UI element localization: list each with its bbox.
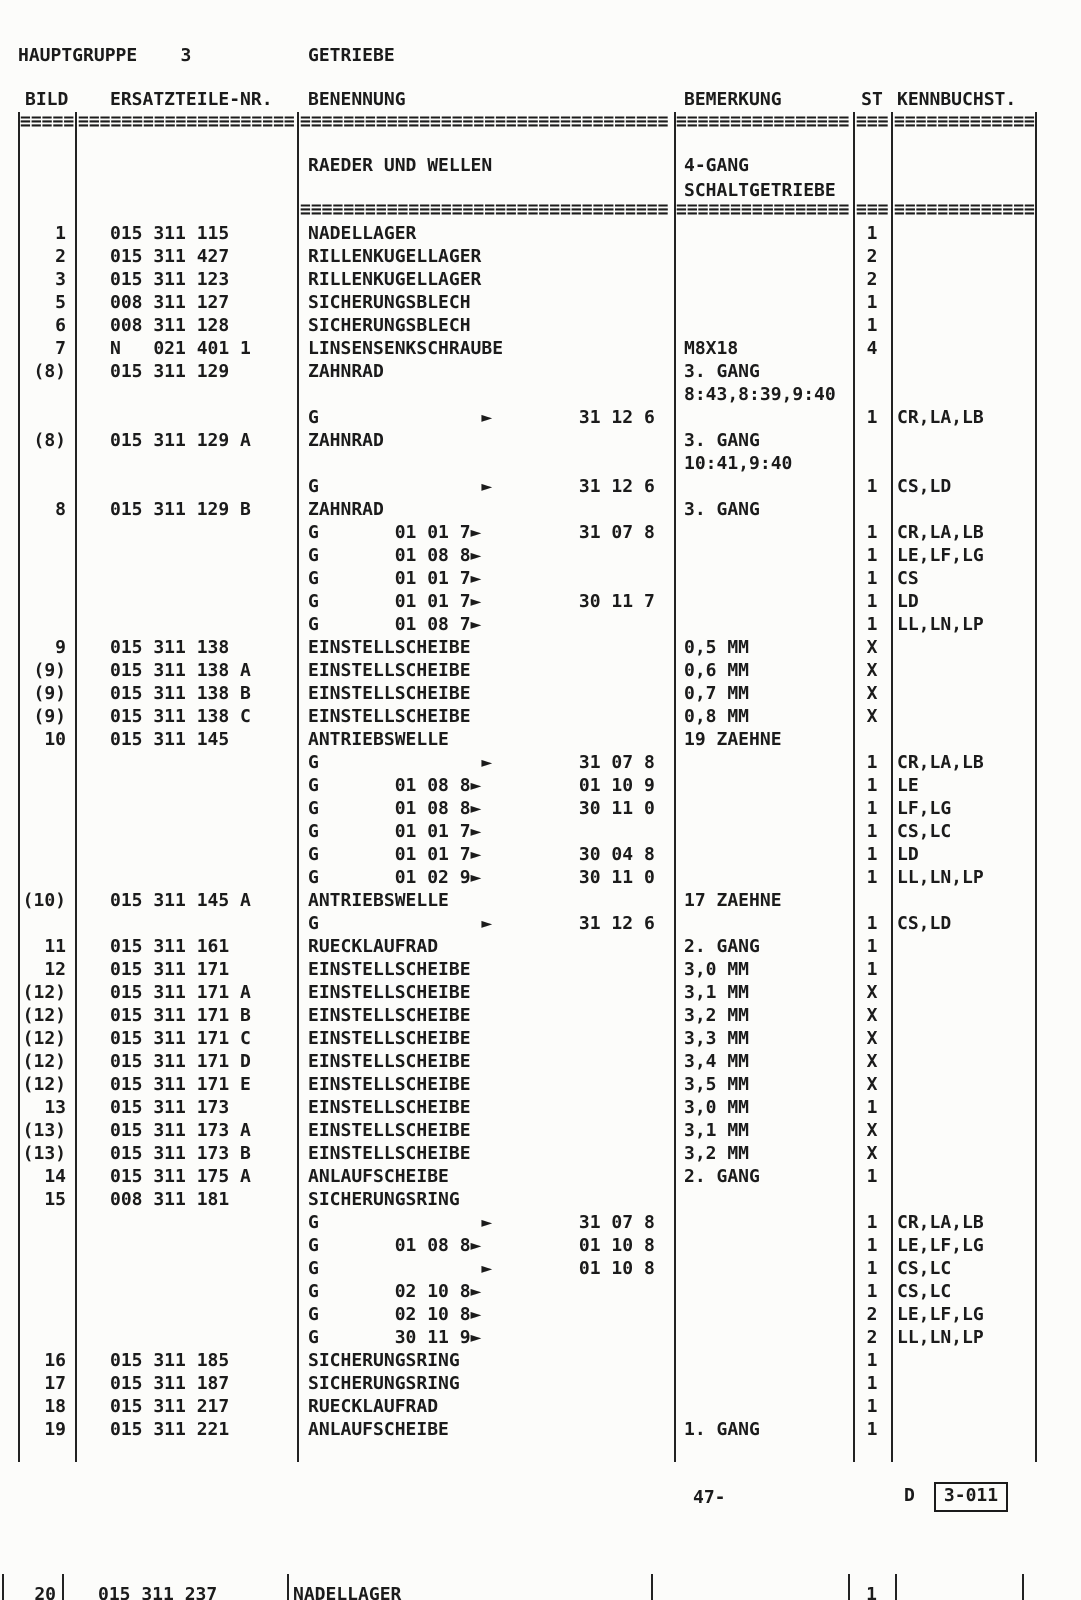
row-st: 1 bbox=[866, 798, 878, 819]
row-bemerkung: 0,8 MM bbox=[684, 706, 750, 727]
row-nr: 015 311 175 A bbox=[110, 1166, 251, 1187]
row-benennung: EINSTELLSCHEIBE bbox=[308, 1097, 471, 1118]
separator-segment: ============= bbox=[894, 197, 1035, 218]
row-st: 1 bbox=[866, 913, 878, 934]
next-row-right-border bbox=[1022, 1574, 1024, 1600]
row-nr: 008 311 181 bbox=[110, 1189, 230, 1210]
row-bild: 11 bbox=[44, 936, 66, 957]
row-st: X bbox=[866, 706, 878, 727]
row-benennung: G 01 01 7► bbox=[308, 821, 482, 842]
row-benennung: EINSTELLSCHEIBE bbox=[308, 959, 471, 980]
column-header-kennbuchst: KENNBUCHST. bbox=[897, 89, 1017, 110]
row-benennung: ZAHNRAD bbox=[308, 361, 384, 382]
column-header-ersatzteile-nr: ERSATZTEILE-NR. bbox=[110, 89, 273, 110]
row-benennung: ANTRIEBSWELLE bbox=[308, 729, 449, 750]
row-benennung: EINSTELLSCHEIBE bbox=[308, 637, 471, 658]
row-st: X bbox=[866, 660, 878, 681]
row-kennbuchst: LE,LF,LG bbox=[897, 545, 984, 566]
separator-segment: ============= bbox=[894, 109, 1035, 130]
row-benennung: G ► 31 07 8 bbox=[308, 752, 655, 773]
row-benennung: G 01 08 7► bbox=[308, 614, 482, 635]
row-bild: (12) bbox=[22, 1005, 66, 1026]
row-benennung: RUECKLAUFRAD bbox=[308, 936, 439, 957]
row-benennung: ANLAUFSCHEIBE bbox=[308, 1419, 449, 1440]
row-st: 2 bbox=[866, 269, 878, 290]
row-bemerkung: 3,1 MM bbox=[684, 1120, 750, 1141]
row-benennung: G ► 31 07 8 bbox=[308, 1212, 655, 1233]
row-st: X bbox=[866, 982, 878, 1003]
row-bemerkung: 3,0 MM bbox=[684, 959, 750, 980]
row-kennbuchst: LL,LN,LP bbox=[897, 1327, 984, 1348]
row-benennung: SICHERUNGSBLECH bbox=[308, 292, 471, 313]
row-kennbuchst: LE,LF,LG bbox=[897, 1235, 984, 1256]
separator-segment: ================ bbox=[676, 109, 850, 130]
row-benennung: NADELLAGER bbox=[308, 223, 417, 244]
row-bild: 14 bbox=[44, 1166, 66, 1187]
row-bemerkung: 3,4 MM bbox=[684, 1051, 750, 1072]
row-st: X bbox=[866, 683, 878, 704]
separator-segment: === bbox=[856, 197, 889, 218]
row-benennung: EINSTELLSCHEIBE bbox=[308, 1143, 471, 1164]
row-st: 1 bbox=[866, 315, 878, 336]
row-st: 1 bbox=[866, 821, 878, 842]
row-bild: 7 bbox=[55, 338, 66, 359]
column-divider-st bbox=[891, 112, 893, 1462]
row-kennbuchst: CR,LA,LB bbox=[897, 752, 984, 773]
row-benennung: ANTRIEBSWELLE bbox=[308, 890, 449, 911]
row-benennung: G 02 10 8► bbox=[308, 1304, 482, 1325]
column-header-st: ST bbox=[861, 89, 883, 110]
row-nr: 008 311 128 bbox=[110, 315, 230, 336]
row-bild: (12) bbox=[22, 1051, 66, 1072]
row-st: X bbox=[866, 1051, 878, 1072]
row-nr: 015 311 171 E bbox=[110, 1074, 251, 1095]
row-st: 1 bbox=[866, 844, 878, 865]
row-st: 2 bbox=[866, 1327, 878, 1348]
next-row-divider-st bbox=[895, 1574, 897, 1600]
row-st: 1 bbox=[866, 1235, 878, 1256]
row-nr: 015 311 138 C bbox=[110, 706, 251, 727]
row-kennbuchst: CS bbox=[897, 568, 919, 589]
row-nr: 015 311 129 A bbox=[110, 430, 251, 451]
row-bild: 5 bbox=[55, 292, 66, 313]
group-bemerkung-line1: 4-GANG bbox=[684, 155, 750, 176]
row-nr: 015 311 138 bbox=[110, 637, 230, 658]
row-bild: (10) bbox=[22, 890, 66, 911]
row-bemerkung: 2. GANG bbox=[684, 1166, 760, 1187]
row-bild: (13) bbox=[22, 1120, 66, 1141]
row-benennung: RUECKLAUFRAD bbox=[308, 1396, 439, 1417]
row-bemerkung: 0,5 MM bbox=[684, 637, 750, 658]
next-row-left-border bbox=[2, 1574, 4, 1600]
row-st: 1 bbox=[866, 752, 878, 773]
row-kennbuchst: CR,LA,LB bbox=[897, 1212, 984, 1233]
row-nr: 015 311 171 D bbox=[110, 1051, 251, 1072]
row-benennung: EINSTELLSCHEIBE bbox=[308, 706, 471, 727]
row-nr: 015 311 145 bbox=[110, 729, 230, 750]
diagram-code-box bbox=[934, 1482, 1008, 1512]
row-kennbuchst: CS,LD bbox=[897, 913, 952, 934]
row-benennung: G ► 31 12 6 bbox=[308, 913, 655, 934]
row-st: 1 bbox=[866, 1258, 878, 1279]
row-benennung: ZAHNRAD bbox=[308, 499, 384, 520]
row-bild: 9 bbox=[55, 637, 66, 658]
row-nr: 015 311 427 bbox=[110, 246, 230, 267]
row-nr: 015 311 171 bbox=[110, 959, 230, 980]
row-bild: (12) bbox=[22, 982, 66, 1003]
row-bild: 1 bbox=[55, 223, 66, 244]
row-bild: 18 bbox=[44, 1396, 66, 1417]
row-bemerkung: 19 ZAEHNE bbox=[684, 729, 782, 750]
row-st: 1 bbox=[866, 223, 878, 244]
row-bemerkung: 0,6 MM bbox=[684, 660, 750, 681]
row-benennung: G 01 01 7► 30 11 7 bbox=[308, 591, 655, 612]
row-kennbuchst: LL,LN,LP bbox=[897, 614, 984, 635]
row-st: 1 bbox=[866, 1212, 878, 1233]
row-st: 1 bbox=[866, 867, 878, 888]
row-bild: 10 bbox=[44, 729, 66, 750]
row-bild: (9) bbox=[33, 660, 66, 681]
row-nr: 015 311 171 A bbox=[110, 982, 251, 1003]
page-number: 47- bbox=[693, 1487, 726, 1508]
row-benennung: G 01 08 8► 30 11 0 bbox=[308, 798, 655, 819]
row-benennung: EINSTELLSCHEIBE bbox=[308, 1005, 471, 1026]
row-kennbuchst: CS,LC bbox=[897, 1258, 952, 1279]
row-kennbuchst: CS,LC bbox=[897, 821, 952, 842]
separator-segment: ==================== bbox=[78, 109, 295, 130]
column-divider-nr bbox=[297, 112, 299, 1462]
row-nr: 015 311 173 B bbox=[110, 1143, 251, 1164]
separator-segment: === bbox=[856, 109, 889, 130]
row-kennbuchst: LE bbox=[897, 775, 919, 796]
row-bild: (12) bbox=[22, 1074, 66, 1095]
row-benennung: SICHERUNGSBLECH bbox=[308, 315, 471, 336]
row-benennung: EINSTELLSCHEIBE bbox=[308, 1028, 471, 1049]
row-kennbuchst: LD bbox=[897, 591, 919, 612]
row-bild: 12 bbox=[44, 959, 66, 980]
row-nr: 015 311 138 A bbox=[110, 660, 251, 681]
row-st: 1 bbox=[866, 568, 878, 589]
separator-segment: ================================== bbox=[300, 109, 669, 130]
footer-d-label: D bbox=[904, 1485, 915, 1506]
row-benennung: G 01 08 8► 01 10 9 bbox=[308, 775, 655, 796]
row-st: X bbox=[866, 1074, 878, 1095]
row-bild: (9) bbox=[33, 683, 66, 704]
row-bild: (12) bbox=[22, 1028, 66, 1049]
row-bemerkung: 3,3 MM bbox=[684, 1028, 750, 1049]
row-benennung: SICHERUNGSRING bbox=[308, 1189, 460, 1210]
row-benennung: RILLENKUGELLAGER bbox=[308, 269, 482, 290]
row-bild: 15 bbox=[44, 1189, 66, 1210]
row-benennung: EINSTELLSCHEIBE bbox=[308, 1074, 471, 1095]
row-benennung: G 01 08 8► 01 10 8 bbox=[308, 1235, 655, 1256]
row-st: 1 bbox=[866, 959, 878, 980]
row-bemerkung: 3. GANG bbox=[684, 430, 760, 451]
row-kennbuchst: LE,LF,LG bbox=[897, 1304, 984, 1325]
row-bemerkung: 3. GANG bbox=[684, 361, 760, 382]
row-st: 2 bbox=[866, 246, 878, 267]
row-bild: 19 bbox=[44, 1419, 66, 1440]
row-st: 1 bbox=[866, 1097, 878, 1118]
row-bild: (8) bbox=[33, 430, 66, 451]
row-st: 1 bbox=[866, 407, 878, 428]
column-header-benennung: BENENNUNG bbox=[308, 89, 406, 110]
row-st: X bbox=[866, 1005, 878, 1026]
row-nr: 015 311 171 B bbox=[110, 1005, 251, 1026]
row-bemerkung: 10:41,9:40 bbox=[684, 453, 793, 474]
row-nr: 015 311 129 B bbox=[110, 499, 251, 520]
row-bild: 8 bbox=[55, 499, 66, 520]
next-row-benennung: NADELLAGER bbox=[293, 1584, 402, 1600]
row-st: 4 bbox=[866, 338, 878, 359]
group-benennung: RAEDER UND WELLEN bbox=[308, 155, 493, 176]
row-bemerkung: 3,0 MM bbox=[684, 1097, 750, 1118]
column-header-bild: BILD bbox=[25, 89, 69, 110]
table-right-border bbox=[1035, 112, 1037, 1462]
row-st: 1 bbox=[866, 292, 878, 313]
row-nr: 015 311 173 A bbox=[110, 1120, 251, 1141]
next-row-bild: 20 bbox=[34, 1584, 56, 1600]
row-nr: 015 311 145 A bbox=[110, 890, 251, 911]
row-st: 1 bbox=[866, 522, 878, 543]
row-bild: (13) bbox=[22, 1143, 66, 1164]
row-kennbuchst: CS,LC bbox=[897, 1281, 952, 1302]
row-st: 1 bbox=[866, 1166, 878, 1187]
row-benennung: EINSTELLSCHEIBE bbox=[308, 982, 471, 1003]
row-bemerkung: M8X18 bbox=[684, 338, 739, 359]
row-nr: 015 311 217 bbox=[110, 1396, 230, 1417]
row-nr: 015 311 173 bbox=[110, 1097, 230, 1118]
row-benennung: RILLENKUGELLAGER bbox=[308, 246, 482, 267]
row-bild: (8) bbox=[33, 361, 66, 382]
row-benennung: G 01 08 8► bbox=[308, 545, 482, 566]
row-st: X bbox=[866, 1028, 878, 1049]
row-benennung: G 01 01 7► 31 07 8 bbox=[308, 522, 655, 543]
row-benennung: G 01 01 7► bbox=[308, 568, 482, 589]
column-divider-benennung bbox=[674, 112, 676, 1462]
row-nr: 015 311 187 bbox=[110, 1373, 230, 1394]
separator-segment: ===== bbox=[20, 109, 75, 130]
row-nr: N 021 401 1 bbox=[110, 338, 251, 359]
row-nr: 015 311 115 bbox=[110, 223, 230, 244]
row-bild: 13 bbox=[44, 1097, 66, 1118]
row-bemerkung: 8:43,8:39,9:40 bbox=[684, 384, 836, 405]
row-benennung: G 01 02 9► 30 11 0 bbox=[308, 867, 655, 888]
row-st: 2 bbox=[866, 1304, 878, 1325]
row-st: X bbox=[866, 637, 878, 658]
separator-segment: ================================== bbox=[300, 197, 669, 218]
row-nr: 015 311 185 bbox=[110, 1350, 230, 1371]
separator-segment: ================ bbox=[676, 197, 850, 218]
row-benennung: SICHERUNGSRING bbox=[308, 1350, 460, 1371]
row-benennung: G ► 31 12 6 bbox=[308, 476, 655, 497]
diagram-code: 3-011 bbox=[943, 1485, 999, 1506]
row-st: 1 bbox=[866, 936, 878, 957]
next-row-nr: 015 311 237 bbox=[98, 1584, 218, 1600]
row-kennbuchst: LF,LG bbox=[897, 798, 952, 819]
row-bemerkung: 3. GANG bbox=[684, 499, 760, 520]
row-benennung: SICHERUNGSRING bbox=[308, 1373, 460, 1394]
main-group-title: HAUPTGRUPPE 3 bbox=[18, 45, 192, 66]
row-st: 1 bbox=[866, 476, 878, 497]
row-st: 1 bbox=[866, 775, 878, 796]
row-nr: 015 311 221 bbox=[110, 1419, 230, 1440]
row-benennung: G 30 11 9► bbox=[308, 1327, 482, 1348]
row-benennung: EINSTELLSCHEIBE bbox=[308, 1051, 471, 1072]
column-divider-bild bbox=[75, 112, 77, 1462]
row-st: 1 bbox=[866, 614, 878, 635]
row-st: 1 bbox=[866, 591, 878, 612]
row-bild: 16 bbox=[44, 1350, 66, 1371]
row-bild: 6 bbox=[55, 315, 66, 336]
row-bemerkung: 3,5 MM bbox=[684, 1074, 750, 1095]
row-nr: 015 311 161 bbox=[110, 936, 230, 957]
next-row-divider-nr bbox=[287, 1574, 289, 1600]
row-benennung: G 02 10 8► bbox=[308, 1281, 482, 1302]
row-benennung: G ► 01 10 8 bbox=[308, 1258, 655, 1279]
row-kennbuchst: CR,LA,LB bbox=[897, 407, 984, 428]
table-left-border bbox=[18, 112, 20, 1462]
next-row-divider-benennung bbox=[651, 1574, 653, 1600]
row-benennung: EINSTELLSCHEIBE bbox=[308, 660, 471, 681]
row-bemerkung: 2. GANG bbox=[684, 936, 760, 957]
row-bemerkung: 3,1 MM bbox=[684, 982, 750, 1003]
row-st: 1 bbox=[866, 1419, 878, 1440]
row-st: 1 bbox=[866, 1281, 878, 1302]
row-st: 1 bbox=[866, 1396, 878, 1417]
row-bild: (9) bbox=[33, 706, 66, 727]
row-st: X bbox=[866, 1120, 878, 1141]
row-bemerkung: 3,2 MM bbox=[684, 1005, 750, 1026]
row-kennbuchst: CR,LA,LB bbox=[897, 522, 984, 543]
row-bild: 2 bbox=[55, 246, 66, 267]
row-nr: 015 311 171 C bbox=[110, 1028, 251, 1049]
next-row-st: 1 bbox=[866, 1584, 877, 1600]
row-benennung: G 01 01 7► 30 04 8 bbox=[308, 844, 655, 865]
row-benennung: ANLAUFSCHEIBE bbox=[308, 1166, 449, 1187]
row-bild: 17 bbox=[44, 1373, 66, 1394]
row-st: 1 bbox=[866, 1373, 878, 1394]
row-bemerkung: 3,2 MM bbox=[684, 1143, 750, 1164]
row-nr: 015 311 129 bbox=[110, 361, 230, 382]
column-header-bemerkung: BEMERKUNG bbox=[684, 89, 782, 110]
row-st: 1 bbox=[866, 545, 878, 566]
section-title: GETRIEBE bbox=[308, 45, 395, 66]
row-nr: 008 311 127 bbox=[110, 292, 230, 313]
row-kennbuchst: LD bbox=[897, 844, 919, 865]
row-kennbuchst: CS,LD bbox=[897, 476, 952, 497]
row-benennung: EINSTELLSCHEIBE bbox=[308, 1120, 471, 1141]
row-kennbuchst: LL,LN,LP bbox=[897, 867, 984, 888]
row-bemerkung: 17 ZAEHNE bbox=[684, 890, 782, 911]
next-row-divider-bild bbox=[62, 1574, 64, 1600]
row-st: 1 bbox=[866, 1350, 878, 1371]
row-st: X bbox=[866, 1143, 878, 1164]
row-benennung: ZAHNRAD bbox=[308, 430, 384, 451]
row-nr: 015 311 123 bbox=[110, 269, 230, 290]
row-bild: 3 bbox=[55, 269, 66, 290]
row-benennung: EINSTELLSCHEIBE bbox=[308, 683, 471, 704]
row-bemerkung: 0,7 MM bbox=[684, 683, 750, 704]
row-benennung: LINSENSENKSCHRAUBE bbox=[308, 338, 504, 359]
group-bemerkung-line2: SCHALTGETRIEBE bbox=[684, 180, 836, 201]
row-nr: 015 311 138 B bbox=[110, 683, 251, 704]
row-bemerkung: 1. GANG bbox=[684, 1419, 760, 1440]
row-benennung: G ► 31 12 6 bbox=[308, 407, 655, 428]
